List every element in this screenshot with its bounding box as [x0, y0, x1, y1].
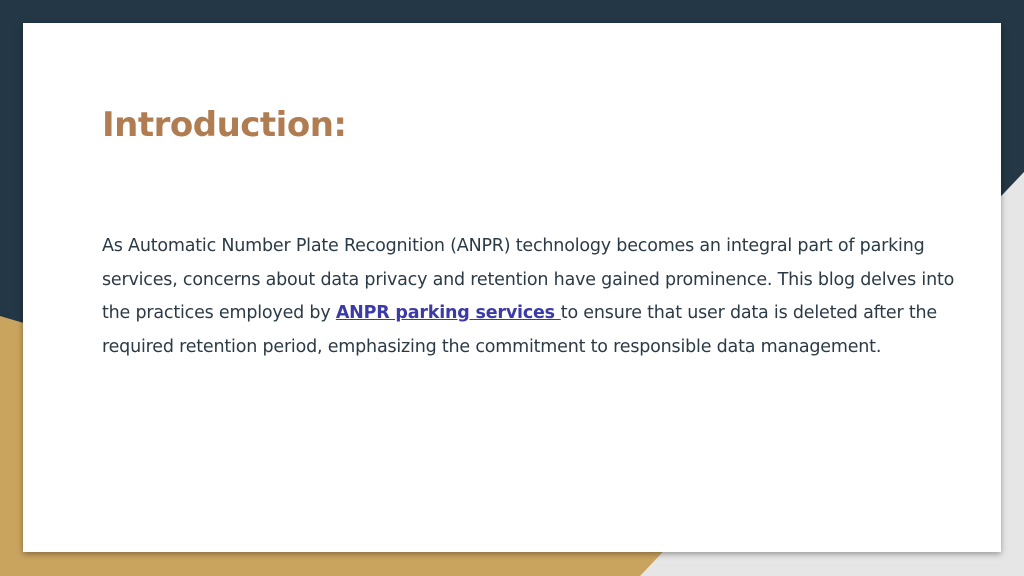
anpr-parking-services-link[interactable]: ANPR parking services [335, 303, 561, 323]
slide-card [23, 23, 1001, 552]
paragraph-text-before-link: As Automatic Number Plate Recognition (ANPR) technology becomes an integral part of parking services, concerns about data privacy and retention have gained prominence. This blog delves into the practices employed by [102, 236, 955, 323]
paragraph-text-after-link: to ensure that user data is deleted after the required retention period, emphasizing the commitment to responsible data management. [102, 303, 937, 357]
intro-paragraph [102, 230, 987, 364]
slide-title: Introduction: [102, 105, 347, 145]
